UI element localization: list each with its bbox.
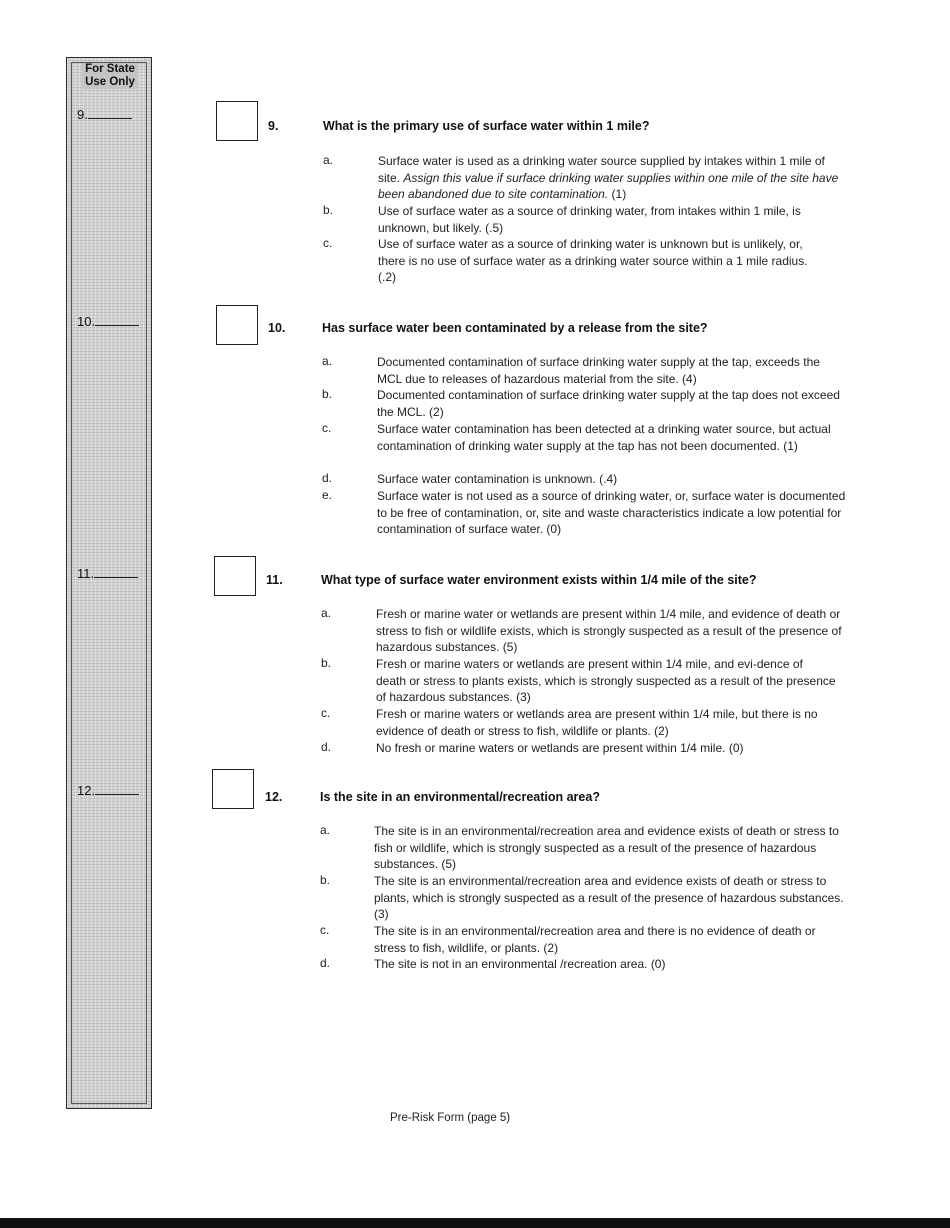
option-letter-9c: c.: [323, 236, 333, 250]
option-letter-10d: d.: [322, 471, 333, 485]
option-text-9c: Use of surface water as a source of drinking water is unknown but is unlikely, or, there is no use of surface water as a drinking water source within a 1 mile radius. (.2): [378, 237, 808, 284]
question-title-11: What type of surface water environment exists within 1/4 mile of the site?: [321, 573, 757, 587]
option-text-10a: Documented contamination of surface drinking water supply at the tap, exceeds the MCL due to releases of hazardous material from the site. (4): [377, 355, 820, 386]
state-use-header-line2: Use Only: [85, 76, 135, 88]
option-letter-10b: b.: [322, 387, 333, 401]
answer-box-10[interactable]: [216, 305, 258, 345]
option-letter-9a: a.: [323, 153, 334, 167]
option-text-11b: Fresh or marine waters or wetlands are present within 1/4 mile, and evi-dence of death or stress to plants exists, which is strongly suspected as a result of the presence of hazardous substances. (3): [376, 657, 836, 704]
option-text-12b: The site is an environmental/recreation area and evidence exists of death or stress to plants, which is strongly suspected as a result of the presence of hazardous substances. (3): [374, 874, 844, 921]
option-text-10d: Surface water contamination is unknown. (.4): [377, 472, 618, 486]
option-letter-10a: a.: [322, 354, 333, 368]
question-title-12: Is the site in an environmental/recreation area?: [320, 790, 600, 804]
state-score-label-12: 12.: [77, 783, 96, 798]
option-letter-10c: c.: [322, 421, 332, 435]
state-use-column-border: [71, 62, 147, 1104]
option-text-10b: Documented contamination of surface drinking water supply at the tap does not exceed the MCL. (2): [377, 388, 840, 419]
option-letter-12d: d.: [320, 956, 331, 970]
option-text-10e: Surface water is not used as a source of drinking water, or, surface water is documented to be free of contamination, or, site and waste characteristics indicate a low potential for contamination of surface water. (0): [377, 489, 846, 536]
question-number-10: 10.: [268, 321, 286, 335]
option-letter-11c: c.: [321, 706, 331, 720]
option-letter-9b: b.: [323, 203, 334, 217]
option-letter-11b: b.: [321, 656, 332, 670]
option-text-9a-main: Surface water is used as a drinking water source supplied by intakes within 1 mile of site.: [378, 154, 825, 185]
state-score-field-10[interactable]: [77, 314, 139, 329]
answer-box-9[interactable]: [216, 101, 258, 141]
state-use-column: [66, 57, 152, 1109]
question-number-12: 12.: [265, 790, 283, 804]
state-score-label-10: 10.: [77, 314, 96, 329]
question-number-11: 11.: [266, 573, 283, 587]
option-text-10c: Surface water contamination has been detected at a drinking water source, but actual contamination of drinking water supply at the tap has not been documented. (1): [377, 422, 831, 453]
answer-box-11[interactable]: [214, 556, 256, 596]
option-letter-11d: d.: [321, 740, 332, 754]
option-letter-12a: a.: [320, 823, 331, 837]
option-text-11a: Fresh or marine water or wetlands are present within 1/4 mile, and evidence of death or stress to fish or wildlife exists, which is strongly suspected as a result of the presence of hazardous substances. (5): [376, 607, 842, 654]
option-text-9a-italic: Assign this value if surface drinking water supplies within one mile of the site have been abandoned due to site contamination.: [378, 170, 839, 201]
state-score-field-9[interactable]: [77, 107, 132, 122]
scan-bottom-edge: [0, 1218, 950, 1228]
question-title-10: Has surface water been contaminated by a release from the site?: [322, 321, 708, 335]
question-number-9: 9.: [268, 119, 279, 133]
option-letter-11a: a.: [321, 606, 332, 620]
state-score-label-11: 11.: [77, 566, 95, 581]
option-text-9a: [378, 153, 848, 203]
option-text-12c: The site is in an environmental/recreation area and there is no evidence of death or stress to fish, wildlife, or plants. (2): [374, 924, 816, 955]
state-score-field-11[interactable]: [77, 566, 138, 581]
state-use-header: [82, 63, 138, 89]
state-score-field-12[interactable]: [77, 783, 139, 798]
answer-box-12[interactable]: [212, 769, 254, 809]
option-text-9b: Use of surface water as a source of drinking water, from intakes within 1 mile, is unknown, but likely. (.5): [378, 204, 801, 235]
option-text-12a: The site is in an environmental/recreation area and evidence exists of death or stress to fish or wildlife, which is strongly suspected as a result of the presence of hazardous substances. (5): [374, 824, 839, 871]
page-footer: Pre-Risk Form (page 5): [390, 1112, 511, 1124]
state-use-header-line1: For State: [85, 63, 135, 75]
option-text-11d: No fresh or marine waters or wetlands are present within 1/4 mile. (0): [376, 741, 744, 755]
option-letter-10e: e.: [322, 488, 333, 502]
question-title-9: What is the primary use of surface water within 1 mile?: [323, 119, 650, 133]
option-letter-12c: c.: [320, 923, 330, 937]
option-score-9a: (1): [611, 187, 627, 201]
option-text-12d: The site is not in an environmental /recreation area. (0): [374, 957, 666, 971]
option-text-11c: Fresh or marine waters or wetlands area are present within 1/4 mile, but there is no evidence of death or stress to fish, wildlife or plants. (2): [376, 707, 818, 738]
option-letter-12b: b.: [320, 873, 331, 887]
state-score-label-9: 9.: [77, 107, 88, 122]
